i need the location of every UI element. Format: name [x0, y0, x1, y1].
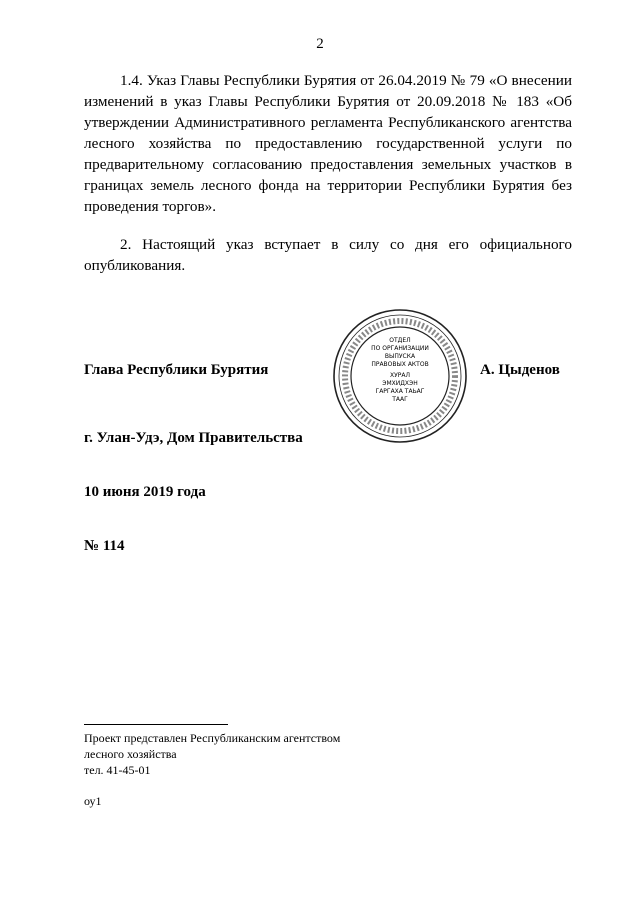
- signer-name: А. Цыденов: [480, 362, 560, 378]
- paragraph-2: 2. Настоящий указ вступает в силу со дня его официального опубликования.: [84, 236, 572, 274]
- stamp-line: ВЫПУСКА: [384, 353, 416, 360]
- stamp-line: ГАРГАХА ТАЬАГ: [375, 388, 425, 395]
- stamp-line: ПО ОРГАНИЗАЦИИ: [371, 345, 429, 352]
- footnote: [84, 730, 340, 778]
- issue-date: 10 июня 2019 года: [84, 484, 206, 500]
- footnote-line: тел. 41-45-01: [84, 763, 151, 777]
- issue-location: г. Улан-Удэ, Дом Правительства: [84, 430, 303, 446]
- stamp-line: ТААГ: [392, 396, 408, 403]
- footnote-line: Проект представлен Республиканским агентством: [84, 731, 341, 745]
- stamp-line: ПРАВОВЫХ АКТОВ: [371, 361, 429, 368]
- stamp-line: ЭМХИДХЭН: [382, 380, 418, 387]
- decree-number: № 114: [84, 538, 125, 554]
- signer-title: Глава Республики Бурятия: [84, 362, 269, 378]
- footnote-line: лесного хозяйства: [84, 747, 177, 761]
- footnote-divider: [84, 724, 228, 725]
- official-stamp: [328, 306, 472, 446]
- stamp-line: ОТДЕЛ: [389, 337, 411, 344]
- page-number: 2: [316, 36, 324, 52]
- stamp-line: ХУРАЛ: [389, 372, 411, 379]
- paragraph-1-4: 1.4. Указ Главы Республики Бурятия от 26.04.2019 № 79 «О внесении изменений в указ Главы Республики Бурятия от 20.09.2018 № 183 «Об утверждении Административного регламента Республиканского агентства лесного хозяйства по предоставлению государственной услуги по предварительному согласованию предоставления земельных участков в границах земель лесного фонда на территории Республики Бурятия без проведения торгов».: [84, 72, 572, 215]
- document-code: оу1: [84, 794, 102, 808]
